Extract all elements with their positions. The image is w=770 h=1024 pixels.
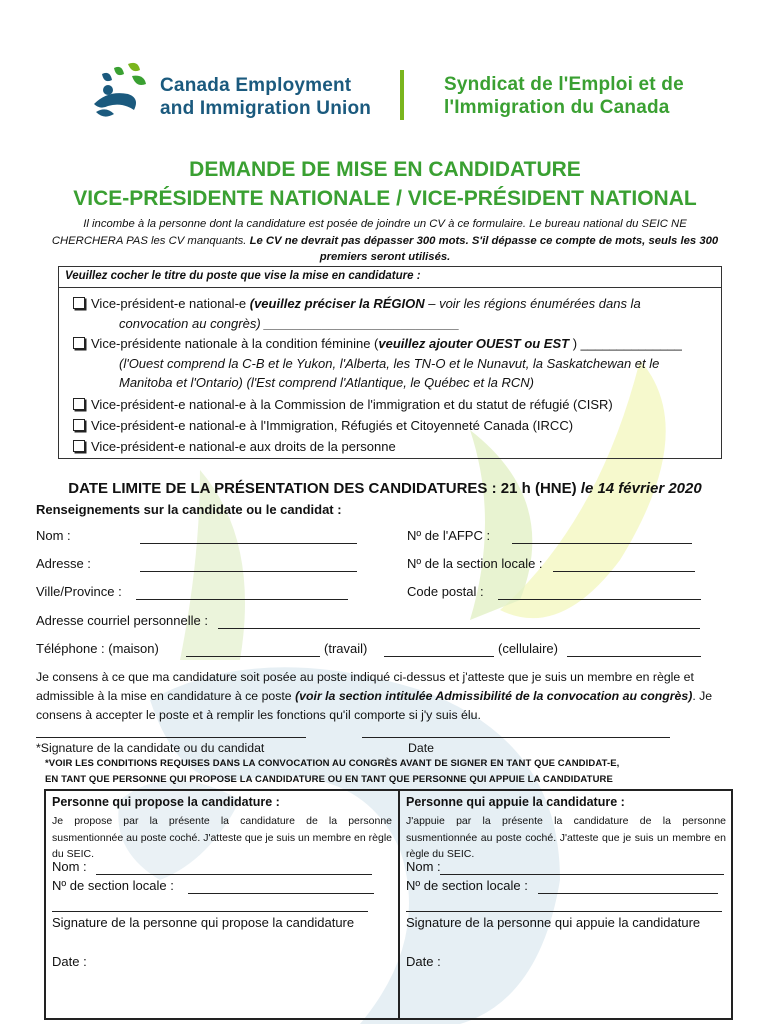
- option-women-vp[interactable]: [73, 334, 682, 353]
- org-en-line2: and Immigration Union: [160, 98, 372, 119]
- opt2-label: Vice-présidente nationale à la condition féminine (: [91, 336, 379, 351]
- opt3-label: Vice-président-e national-e à la Commission de l'immigration et du statut de réfugié (CISR): [91, 397, 613, 412]
- proposer-signature-label: Signature de la personne qui propose la candidature: [52, 915, 355, 930]
- org-en-line1: Canada Employment: [160, 75, 352, 96]
- address-field[interactable]: [140, 571, 357, 572]
- option-ircc-vp[interactable]: [73, 416, 573, 435]
- org-name-french: [444, 73, 684, 119]
- consent-paragraph: [36, 668, 726, 725]
- opt2-west-east-note: veuillez ajouter OUEST ou EST: [378, 336, 570, 351]
- form-title: DEMANDE DE MISE EN CANDIDATURE: [189, 158, 581, 181]
- seconder-column: [406, 791, 726, 1018]
- checkbox-women-vp[interactable]: [73, 337, 85, 349]
- email-label: Adresse courriel personnelle :: [36, 613, 208, 628]
- seconder-signature-field[interactable]: [406, 911, 722, 912]
- opt2-line2: (l'Ouest comprend la C-B et le Yukon, l'Alberta, les TN-O et le Nunavut, la Saskatchewan et le: [119, 356, 660, 371]
- candidate-signature-field[interactable]: [36, 737, 306, 738]
- opt5-label: Vice-président-e national-e aux droits de la personne: [91, 439, 396, 454]
- city-field[interactable]: [136, 599, 348, 600]
- conditions-note-line2: EN TANT QUE PERSONNE QUI PROPOSE LA CANDIDATURE OU EN TANT QUE PERSONNE QUI APPUIE LA CANDIDATURE: [45, 774, 613, 785]
- consent-eligibility-ref: (voir la section intitulée Admissibilité de la convocation au congrès): [295, 689, 693, 703]
- deadline-date: le 14 février 2020: [580, 480, 702, 497]
- proposer-text: Je propose par la présente la candidature de la personne susmentionnée au poste coché. J'atteste que je suis un membre en règle du SEIC.: [52, 815, 392, 860]
- local-field[interactable]: [553, 571, 695, 572]
- nomination-table: [44, 789, 733, 1020]
- proposer-name-field[interactable]: [96, 874, 372, 875]
- positions-heading: Veuillez cocher le titre du poste que vise la mise en candidature :: [58, 266, 722, 288]
- checkbox-ircc-vp[interactable]: [73, 419, 85, 431]
- address-label: Adresse :: [36, 556, 91, 571]
- checkbox-cisr-vp[interactable]: [73, 398, 85, 410]
- deadline-banner: [0, 480, 770, 497]
- name-field[interactable]: [140, 543, 357, 544]
- option-human-rights-vp[interactable]: [73, 437, 396, 456]
- option-regional-vp[interactable]: [73, 294, 641, 313]
- postal-field[interactable]: [498, 599, 701, 600]
- positions-box: [58, 288, 722, 459]
- candidate-date-label: Date: [408, 741, 434, 755]
- phone-work-field[interactable]: [384, 656, 494, 657]
- conditions-note-line1: *VOIR LES CONDITIONS REQUISES DANS LA CONVOCATION AU CONGRÈS AVANT DE SIGNER EN TANT QUE CANDIDAT-E,: [45, 758, 620, 769]
- city-label: Ville/Province :: [36, 584, 122, 599]
- opt2-line3: Manitoba et l'Ontario) (l'Est comprend l'Atlantique, le Québec et la RCN): [119, 375, 534, 390]
- proposer-local-field[interactable]: [188, 893, 374, 894]
- proposer-date-label: Date :: [52, 954, 87, 969]
- seconder-date-label: Date :: [406, 954, 441, 969]
- consent-text: Je consens à ce que ma candidature soit posée au poste indiqué ci-dessus et j'atteste que je suis un membre en règle et admissible à la mise en candidature à ce poste: [36, 670, 694, 703]
- opt4-label: Vice-président-e national-e à l'Immigration, Réfugiés et Citoyenneté Canada (IRCC): [91, 418, 574, 433]
- seconder-signature-label: Signature de la personne qui appuie la candidature: [406, 915, 701, 930]
- opt2-blank: ) ______________: [569, 336, 682, 351]
- consent-text-end: . Je consens à accepter le poste et à remplir les fonctions qu'il comporte si j'y suis élu.: [36, 689, 713, 722]
- phone-home-field[interactable]: [186, 656, 320, 657]
- table-divider: [398, 791, 400, 1018]
- seconder-name-field[interactable]: [440, 874, 724, 875]
- intro-text: Il incombe à la personne dont la candidature est posée de joindre un CV à ce formulaire. Le bureau national du SEIC NE CHERCHERA PAS les CV manquants.: [51, 218, 687, 247]
- union-logo-icon: [88, 60, 152, 120]
- checkbox-human-rights-vp[interactable]: [73, 440, 85, 452]
- seconder-title: Personne qui appuie la candidature :: [406, 795, 625, 809]
- local-label: Nº de la section locale :: [407, 556, 543, 571]
- seconder-name-label: Nom :: [406, 859, 441, 874]
- option-cisr-vp[interactable]: [73, 395, 613, 414]
- intro-cv-limit: Le CV ne devrait pas dépasser 300 mots. S'il dépasse ce compte de mots, seuls les 300 premiers seront utilisés.: [249, 234, 719, 263]
- candidate-date-field[interactable]: [362, 737, 670, 738]
- opt1-region-hint: – voir les régions énumérées dans la: [424, 296, 641, 311]
- seconder-local-label: Nº de section locale :: [406, 878, 528, 893]
- phone-work-label: (travail): [324, 641, 368, 656]
- opt1-line2: convocation au congrès) ___________________________: [119, 316, 460, 331]
- intro-paragraph: [50, 216, 720, 266]
- postal-label: Code postal :: [407, 584, 484, 599]
- org-fr-line1: Syndicat de l'Emploi et de: [444, 74, 684, 95]
- afpc-label: Nº de l'AFPC :: [407, 528, 491, 543]
- header-divider: [400, 70, 404, 120]
- proposer-title: Personne qui propose la candidature :: [52, 795, 280, 809]
- proposer-local-label: Nº de section locale :: [52, 878, 174, 893]
- phone-cell-field[interactable]: [567, 656, 701, 657]
- form-subtitle: VICE-PRÉSIDENTE NATIONALE / VICE-PRÉSIDENT NATIONAL: [73, 187, 697, 210]
- email-field[interactable]: [218, 628, 700, 629]
- name-label: Nom :: [36, 528, 71, 543]
- checkbox-regional-vp[interactable]: [73, 297, 85, 309]
- proposer-signature-field[interactable]: [52, 911, 368, 912]
- org-name-english: [160, 74, 371, 120]
- afpc-field[interactable]: [512, 543, 692, 544]
- candidate-section-title: Renseignements sur la candidate ou le candidat :: [36, 502, 342, 517]
- candidate-signature-label: *Signature de la candidate ou du candidat: [36, 741, 265, 755]
- deadline-text: DATE LIMITE DE LA PRÉSENTATION DES CANDIDATURES : 21 h (HNE): [68, 480, 581, 497]
- seconder-text: J'appuie par la présente la candidature de la personne susmentionnée au poste coché. J'atteste que je suis un membre en règle du SEIC.: [406, 815, 726, 860]
- phone-cell-label: (cellulaire): [498, 641, 558, 656]
- proposer-name-label: Nom :: [52, 859, 87, 874]
- org-fr-line2: l'Immigration du Canada: [444, 97, 670, 118]
- opt1-region-note: (veuillez préciser la RÉGION: [249, 296, 425, 311]
- phone-home-label: Téléphone : (maison): [36, 641, 159, 656]
- proposer-column: [52, 791, 392, 1018]
- seconder-local-field[interactable]: [538, 893, 718, 894]
- opt1-label: Vice-président-e national-e: [91, 296, 250, 311]
